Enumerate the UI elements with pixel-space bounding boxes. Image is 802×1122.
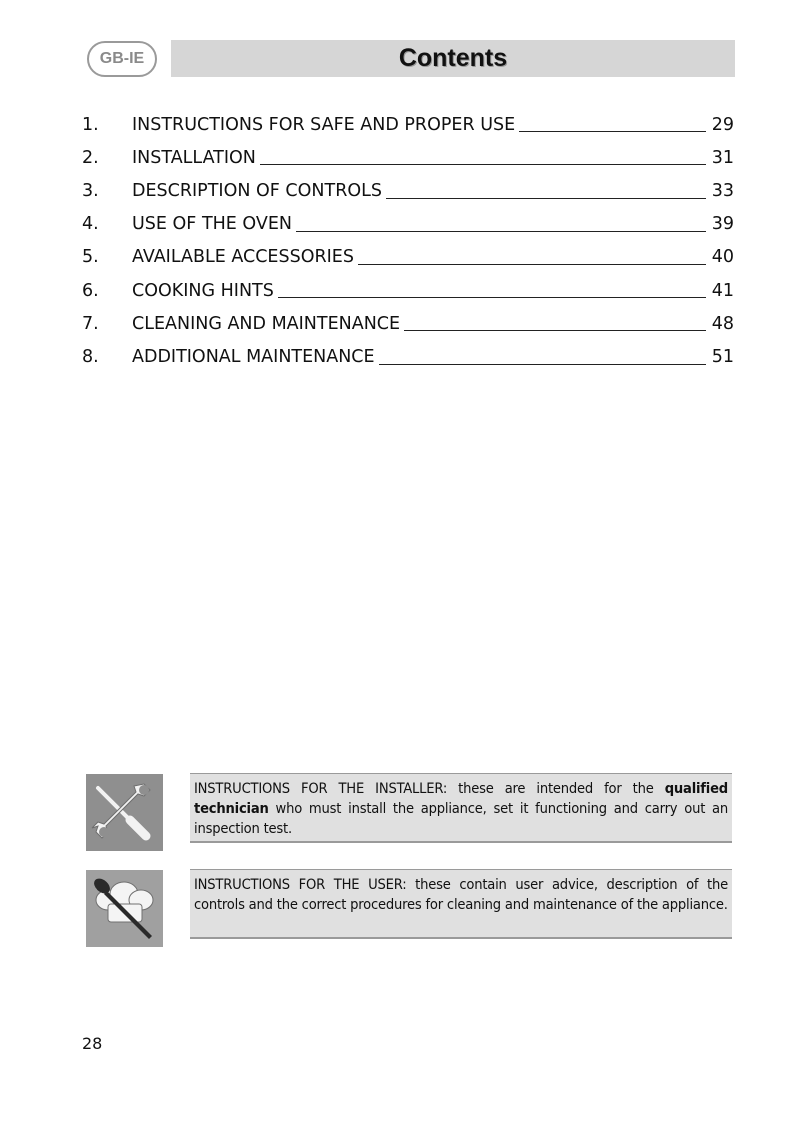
toc-page: 39 — [711, 214, 734, 235]
toc-number: 1. — [82, 114, 99, 135]
toc-entry[interactable] — [82, 174, 734, 207]
toc-page: 48 — [711, 313, 734, 334]
installer-bold-term: qualified technician — [194, 780, 728, 817]
toc-title: AVAILABLE ACCESSORIES — [132, 247, 358, 267]
toc-number: 8. — [82, 346, 99, 367]
toc-leader — [296, 231, 706, 232]
toc-entry[interactable] — [82, 208, 734, 241]
tools-icon — [86, 774, 163, 851]
language-badge — [87, 41, 157, 77]
language-badge-label: GB-IE — [99, 50, 145, 67]
toc-page: 31 — [711, 147, 734, 168]
toc-number: 7. — [82, 313, 99, 334]
toc-entry[interactable] — [82, 307, 734, 340]
toc-page: 33 — [711, 180, 734, 201]
toc-number: 3. — [82, 180, 99, 201]
installer-text-start: : these are intended for the — [442, 780, 665, 797]
user-text: : these contain user advice, description of the controls and the correct procedures for cleaning and maintenance of the appliance. — [194, 876, 728, 913]
toc-leader — [260, 164, 706, 165]
toc-title: ADDITIONAL MAINTENANCE — [132, 347, 379, 367]
toc-entry[interactable] — [82, 274, 734, 307]
user-note-text — [190, 869, 732, 939]
page-number: 28 — [82, 1034, 103, 1053]
page-title-bar — [171, 40, 735, 77]
toc-number: 6. — [82, 280, 99, 301]
toc-title: INSTALLATION — [132, 148, 260, 168]
toc-entry[interactable] — [82, 241, 734, 274]
toc-leader — [379, 364, 706, 365]
toc-number: 2. — [82, 147, 99, 168]
toc-entry[interactable] — [82, 340, 734, 373]
installer-heading: INSTRUCTIONS FOR THE INSTALLER — [194, 780, 443, 797]
installer-text-end: who must install the appliance, set it functioning and carry out an inspection test. — [194, 800, 728, 837]
toc-page: 41 — [711, 280, 734, 301]
toc-title: COOKING HINTS — [132, 281, 278, 301]
toc-leader — [404, 330, 706, 331]
toc-title: CLEANING AND MAINTENANCE — [132, 314, 404, 334]
page-title: Contents — [398, 44, 508, 72]
toc-title: DESCRIPTION OF CONTROLS — [132, 181, 386, 201]
toc-title: USE OF THE OVEN — [132, 214, 296, 234]
toc-leader — [358, 264, 706, 265]
toc-leader — [519, 131, 706, 132]
toc-number: 5. — [82, 247, 99, 268]
toc-entry[interactable] — [82, 108, 734, 141]
toc-title: INSTRUCTIONS FOR SAFE AND PROPER USE — [132, 115, 519, 135]
toc-leader — [386, 198, 706, 199]
installer-note-text — [190, 773, 732, 843]
toc-entry[interactable] — [82, 141, 734, 174]
toc-number: 4. — [82, 214, 99, 235]
toc-page: 40 — [711, 247, 734, 268]
table-of-contents — [82, 108, 734, 374]
toc-page: 29 — [711, 114, 734, 135]
chef-spoon-icon — [86, 870, 163, 947]
user-heading: INSTRUCTIONS FOR THE USER — [194, 876, 403, 893]
toc-page: 51 — [711, 346, 734, 367]
toc-leader — [278, 297, 706, 298]
